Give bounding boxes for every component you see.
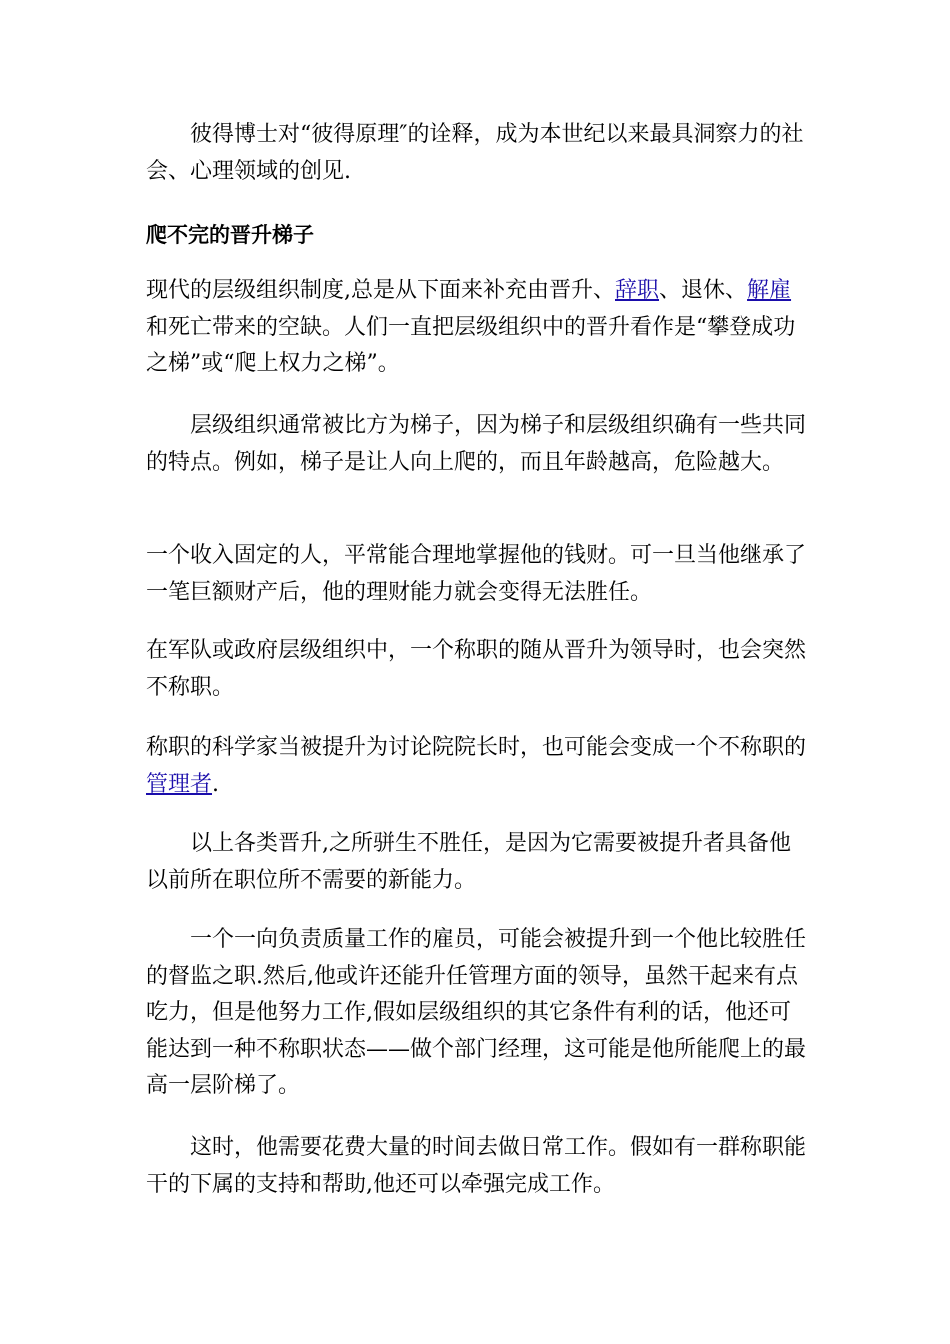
link-manager[interactable]: 管理者: [146, 771, 213, 797]
paragraph-ladder-analogy: 层级组织通常被比方为梯子，因为梯子和层级组织确有一些共同的特点。例如，梯子是让人向上爬的，而且年龄越高，危险越大。: [146, 413, 807, 475]
section-heading: 爬不完的晋升梯子: [146, 223, 314, 247]
paragraph-quality-employee: 一个一向负责质量工作的雇员，可能会被提升到一个他比较胜任的督监之职.然后,他或许还能升任管理方面的领导，虽然干起来有点吃力，但是他努力工作,假如层级组织的其它条件有利的话，他还可能达到一种不称职状态——做个部门经理，这可能是他所能爬上的最高一层阶梯了。: [146, 927, 807, 1098]
link-dismissal[interactable]: 解雇: [747, 278, 792, 303]
text-segment: .: [212, 771, 220, 797]
text-segment: 、退休、: [659, 278, 748, 303]
paragraph-fixed-income: 一个收入固定的人，平常能合理地掌握他的钱财。可一旦当他继承了一笔巨额财产后，他的理财能力就会变得无法胜任。: [146, 543, 807, 605]
paragraph-scientist: [146, 730, 806, 803]
paragraph-daily-work: 这时，他需要花费大量的时间去做日常工作。假如有一群称职能干的下属的支持和帮助,他还可以牵强完成工作。: [146, 1135, 807, 1197]
paragraph-hierarchy-vacancies: [146, 273, 806, 383]
paragraph-new-abilities: 以上各类晋升,之所骈生不胜任，是因为它需要被提升者具备他以前所在职位所不需要的新能力。: [146, 831, 791, 893]
text-segment: 和死亡带来的空缺。人们一直把层级组织中的晋升看作是“攀登成功之梯”或“爬上权力之梯”。: [146, 314, 796, 376]
text-segment: 称职的科学家当被提升为讨论院院长时，也可能会变成一个不称职的: [146, 735, 807, 760]
paragraph-peter-principle: 彼得博士对“彼得原理″的诠释，成为本世纪以来最具洞察力的社会、心理领域的创见.: [146, 122, 804, 184]
paragraph-military: 在军队或政府层级组织中，一个称职的随从晋升为领导时，也会突然不称职。: [146, 638, 807, 700]
link-resignation[interactable]: 辞职: [615, 278, 660, 303]
text-segment: 现代的层级组织制度,总是从下面来补充由晋升、: [146, 278, 615, 303]
